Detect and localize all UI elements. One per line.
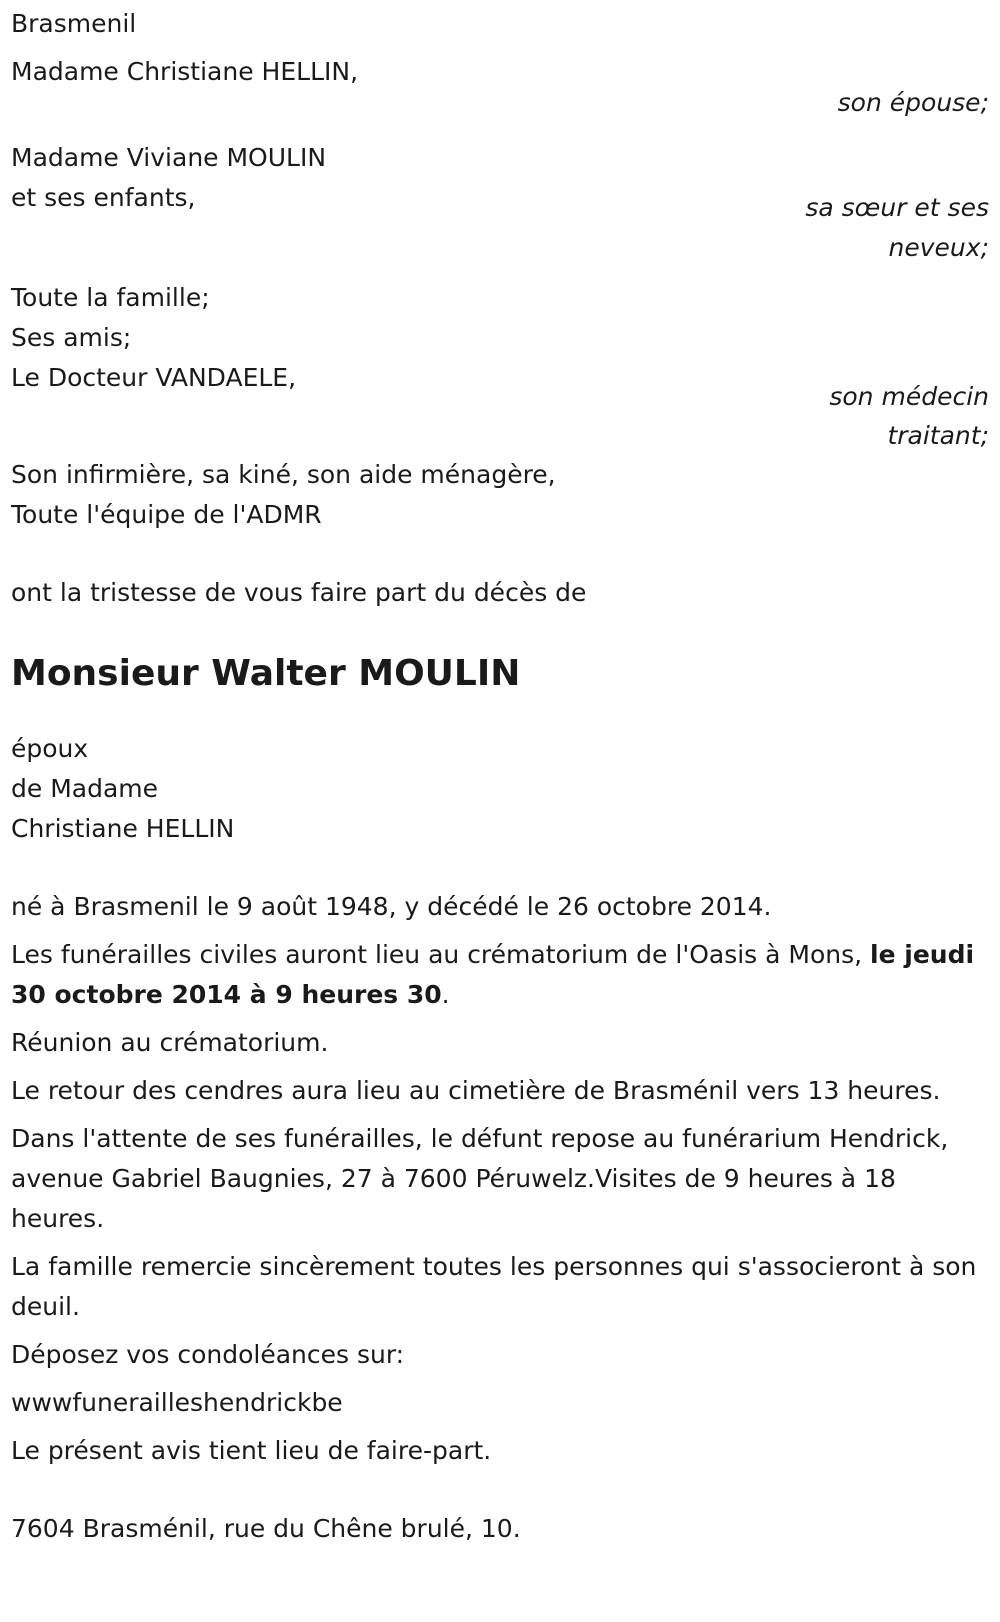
mourner-name: Son infirmière, sa kiné, son aide ménagère, <box>11 460 556 489</box>
website-link[interactable]: wwwfunerailleshendrickbe <box>11 1388 343 1417</box>
spouse-line: époux <box>11 734 89 763</box>
spouse-line: Christiane HELLIN <box>11 814 235 843</box>
mourner-name: Madame Viviane MOULIN <box>11 143 327 172</box>
location: Brasmenil <box>11 9 137 38</box>
funeral-info <box>11 935 989 1015</box>
spouse-info <box>11 729 989 849</box>
mourner-relation: traitant; <box>887 421 989 450</box>
ashes-info: Le retour des cendres aura lieu au cimetière de Brasménil vers 13 heures. <box>11 1076 941 1105</box>
announcement: ont la tristesse de vous faire part du décès de <box>11 578 587 607</box>
spouse-line: de Madame <box>11 774 159 803</box>
mourner-name: Madame Christiane HELLIN, <box>11 57 359 86</box>
notice: Le présent avis tient lieu de faire-part. <box>11 1436 492 1465</box>
mourner-group <box>11 138 989 278</box>
address: 7604 Brasménil, rue du Chêne brulé, 10. <box>11 1514 521 1543</box>
meeting-info: Réunion au crématorium. <box>11 1028 329 1057</box>
mourner-relation: son épouse; <box>837 88 989 117</box>
funeral-suffix: . <box>441 980 450 1009</box>
thanks-info: La famille remercie sincèrement toutes les personnes qui s'associeront à son deuil. <box>11 1252 977 1321</box>
birth-death: né à Brasmenil le 9 août 1948, y décédé le 26 octobre 2014. <box>11 892 772 921</box>
obituary-notice <box>11 4 989 1549</box>
mourner-relation: son médecin <box>829 382 989 411</box>
mourner-group <box>11 278 989 455</box>
visits-info: Dans l'attente de ses funérailles, le défunt repose au funérarium Hendrick, avenue Gabriel Baugnies, 27 à 7600 Péruwelz.Visites de 9 heures à 18 heures. <box>11 1124 949 1233</box>
condolences-label: Déposez vos condoléances sur: <box>11 1340 405 1369</box>
funeral-date: le jeudi 30 octobre 2014 à 9 heures 30 <box>11 940 975 1009</box>
deceased-name: Monsieur Walter MOULIN <box>11 653 521 694</box>
mourner-name: Toute l'équipe de l'ADMR <box>11 500 322 529</box>
mourner-relation: sa sœur et ses <box>805 193 989 222</box>
mourner-name: et ses enfants, <box>11 183 196 212</box>
mourner-name: Toute la famille; <box>11 283 210 312</box>
mourner-group <box>11 455 989 535</box>
funeral-prefix: Les funérailles civiles auront lieu au crématorium de l'Oasis à Mons, <box>11 940 871 969</box>
mourner-name: Le Docteur VANDAELE, <box>11 363 297 392</box>
mourner-group <box>11 52 989 138</box>
mourner-relation: neveux; <box>888 233 989 262</box>
mourner-name: Ses amis; <box>11 323 132 352</box>
